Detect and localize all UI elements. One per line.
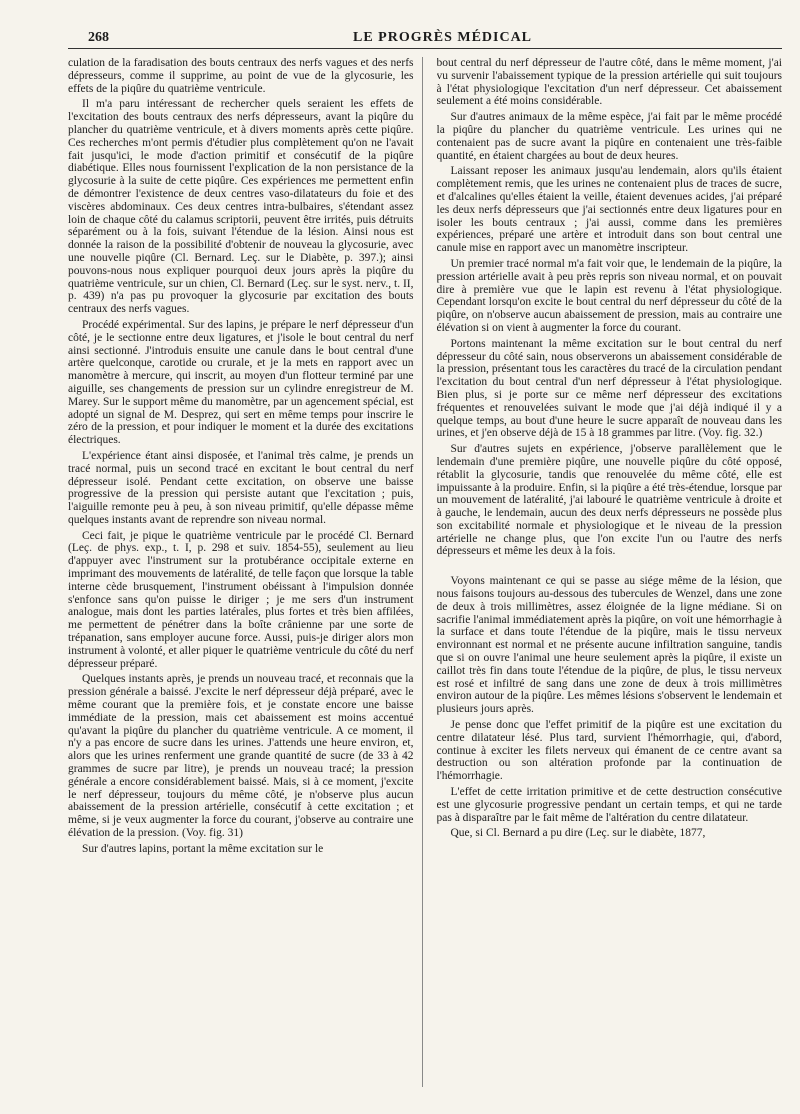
paragraph: Que, si Cl. Bernard a pu dire (Leç. sur le diabète, 1877, [450, 827, 706, 840]
left-column [68, 57, 423, 1087]
paragraph: Laissant reposer les animaux jusqu'au lendemain, alors qu'ils étaient complètement remis, que les urines ne contenaient plus de traces de sucre, et d'alcalines qu'elles étaient la veille, étaient devenues acides, j'ai préparé les deux nerfs dépresseurs que j'ai sectionnés entre deux ligatures pour en isoler les bouts centraux ; j'ai aussi, comme dans les premières expériences, préparé une artère et introduit dans son bout central une canule mise en rapport avec un manomètre inscripteur. [436, 165, 782, 255]
running-title: LE PROGRÈS MÉDICAL [353, 30, 533, 45]
paragraph: Je pense donc que l'effet primitif de la piqûre est une excitation du centre dilatateur lésé. Plus tard, survient l'hémorrhagie, qui, d'abord, continue à exciter les filets nerveux qui émanent de ce centre avant sa destruction ou son altération profonde par la continuation de l'hémorrhagie. [436, 719, 782, 783]
text-columns [68, 57, 782, 1087]
paragraph: Sur d'autres animaux de la même espèce, j'ai fait par le même procédé la piqûre du plancher du quatrième ventricule. Les urines qui ne contenaient pas de sucre avant la piqûre en contenaient une très-faible quantité, en étaient chargées au bout de deux heures. [436, 111, 782, 162]
paragraph: Portons maintenant la même excitation sur le bout central du nerf dépresseur du côté sain, nous observerons un abaissement considérable de la pression, présentant tous les caractères du tracé de la circulation pendant l'excitation du bout central d'un nerf dépresseur à l'état physiologique. Bien plus, si je porte sur ce même nerf dépresseur des excitations fréquentes et renouvelées suivant le mode que j'ai déjà indiqué il y a quelque temps, au bout d'une heure le sucre apparaît de nouveau dans les urines, et j'en observe déjà de 15 à 18 grammes par litre. (Voy. fig. 32.) [436, 337, 782, 440]
paragraph: Sur d'autres lapins, portant la même excitation sur le [82, 842, 324, 855]
paragraph: L'expérience étant ainsi disposée, et l'animal très calme, je prends un tracé normal, puis un second tracé en excitant le bout central du nerf dépresseur isolé. Pendant cette excitation, on observe une baisse progressive de la pression qui persiste autant que l'excitation ; puis, l'aiguille remonte peu à peu, à son niveau primitif, qu'elle dépasse même quelques instants avant de reprendre son niveau normal. [68, 449, 414, 526]
paragraph: Ceci fait, je pique le quatrième ventricule par le procédé Cl. Bernard (Leç. de phys. exp., t. I, p. 298 et suiv. 1854-55), seulement au lieu d'appuyer avec l'instrument sur la protubérance occipitale externe en imprimant des mouvements de latéralité, de telle façon que lorsque la table interne cède brusquement, l'instrument obéissant à l'impulsion donnée s'enfonce sans qu'on puisse le diriger ; je me sers d'un instrument analogue, mais dont les parties latérales, plus fortes et très bien affilées, me permettent de pénétrer dans la boîte crânienne par une sorte de trépanation, sans employer aucune force. Aussi, puis-je diriger alors mon instrument à volonté, et aller piquer le quatrième ventricule du côté du nerf dépresseur préparé. [68, 529, 414, 670]
paragraph: L'effet de cette irritation primitive et de cette destruction consécutive est une glycosurie progressive pendant un certain temps, et qui ne tarde pas à disparaître par le fait même de l'altération du centre dilatateur. [436, 786, 782, 824]
paragraph: Quelques instants après, je prends un nouveau tracé, et reconnais que la pression générale a baissé. J'excite le nerf dépresseur déjà préparé, avec le même courant que la première fois, et je constate encore une baisse immédiate de la pression, mais cet abaissement est moins accentué qu'avant la piqûre du plancher du quatrième ventricule. A ce moment, il n'y a pas encore de sucre dans les urines. J'attends une heure environ, et, alors que les urines renferment une grande quantité de sucre (de 33 à 42 grammes de sucre par litre), je prends un nouveau tracé; la pression générale a encore considérablement baissé. Mais, si à ce moment, j'excite le nerf dépresseur, toujours du même côté, je n'observe plus aucun abaissement de la pression artérielle, consécutif à cette excitation ; et même, si je veux augmenter la force du courant, j'observe au contraire une élévation de la pression. (Voy. fig. 31) [68, 673, 414, 840]
paragraph: Un premier tracé normal m'a fait voir que, le lendemain de la piqûre, la pression artérielle avait à peu près repris son niveau normal, et on pouvait dire à première vue que le lapin est revenu à l'état physiologique. Cependant lorsqu'on excite le bout central du nerf dépresseur du côté de la piqûre, on n'observe aucun abaissement de pression, mais au contraire une élévation si on vient à augmenter la force du courant. [436, 257, 782, 334]
page-header [68, 30, 782, 49]
paragraph: bout central du nerf dépresseur de l'autre côté, dans le même moment, j'ai vu survenir l'abaissement typique de la pression artérielle qui suit toujours à l'état physiologique l'excitation d'un nerf dépresseur. Cet abaissement seulement a été moins considérable. [436, 57, 782, 108]
paragraph: Il m'a paru intéressant de rechercher quels seraient les effets de l'excitation des bouts centraux des nerfs dépresseurs, avant la piqûre du plancher du quatrième ventricule, et à divers moments après cette piqûre. Ces recherches m'ont permis d'étudier plus complètement qu'on ne l'avait fait jusqu'ici, le mode d'action primitif et consécutif de la piqûre diabétique. Elles nous fournissent l'explication de la non persistance de la glycosurie à la suite de cette piqûre. Ces expériences me permettent enfin de démontrer l'existence de deux centres vaso-dilatateurs du foie et des viscères abdominaux. Ces deux centres intra-bulbaires, s'étendant assez loin de chaque côté du calamus scriptorii, peuvent être irrités, puis détruits séparément ou à la fois, suivant l'étendue de la lésion. Ainsi nous est donnée la raison de la possibilité d'obtenir de nouveau la glycosurie, avec une nouvelle piqûre (Cl. Bernard. Leç. sur le Diabète, p. 397.); ainsi pouvons-nous nous expliquer pourquoi deux jours après la piqûre du quatrième ventricule, sur un chien, Cl. Bernard (Leç. sur le syst. nerv., t. II, p. 439) n'a pas pu provoquer la glycosurie par excitation des bouts centraux des nerfs vagues. [68, 98, 414, 316]
page-number: 268 [88, 30, 109, 45]
paragraph: Procédé expérimental. Sur des lapins, je prépare le nerf dépresseur d'un côté, je le sectionne entre deux ligatures, et j'isole le bout central du nerf ainsi sectionné. J'introduis ensuite une canule dans le bout central d'une artère quelconque, carotide ou crurale, et je la mets en rapport avec un manomètre à mercure, qui inscrit, au moyen d'un flotteur terminé par une aiguille, ses changements de pression sur un cylindre enregistreur de M. Marey. Sur le support même du manomètre, par un agencement spécial, est adopté un signal de M. Desprez, qui sert en même temps pour inscrire le zéro de la pression, et pour indiquer le moment et la durée des excitations électriques. [68, 318, 414, 447]
section-gap [437, 561, 783, 575]
paragraph: Voyons maintenant ce qui se passe au siége même de la lésion, que nous faisons toujours au-dessous des tubercules de Wenzel, dans une zone de deux à trois millimètres, assez éloignée de la ligne médiane. Si on sacrifie l'animal immédiatement après la piqûre, on voit une hémorrhagie à la surface et dans toute l'étendue de la piqûre, mais le tissu nerveux environnant est normal et ne présente aucune infiltration sanguine, tandis que si on ouvre l'animal une heure seulement après la piqûre, il existe un caillot très fin dans toute l'étendue de la piqûre, de plus, le tissu nerveux est rosé et infiltré de sang dans une zone de deux à trois millimètres environ autour de la piqûre. Les mêmes lésions s'observent le lendemain et plusieurs jours après. [436, 575, 782, 716]
paragraph: Sur d'autres sujets en expérience, j'observe parallèlement que le lendemain d'une première piqûre, une nouvelle piqûre du côté opposé, rétablit la glycosurie, tandis que renouvelée du même côté, elle est impuissante à la produire. Enfin, si la piqûre a été très-étendue, lorsque par un mouvement de latéralité, j'ai labouré le quatrième ventricule à droite et à gauche, le lendemain, aucun des deux nerfs dépresseurs ne possède plus son excitabilité normale et physiologique et le niveau de la pression artérielle ne change plus, que l'on excite l'un ou l'autre des nerfs dépresseurs et même les deux à la fois. [436, 443, 782, 558]
right-column [437, 57, 783, 1087]
paragraph: culation de la faradisation des bouts centraux des nerfs vagues et des nerfs dépresseurs, comme il supprime, au point de vue de la glycosurie, les effets de la piqûre du quatrième ventricule. [68, 57, 414, 95]
